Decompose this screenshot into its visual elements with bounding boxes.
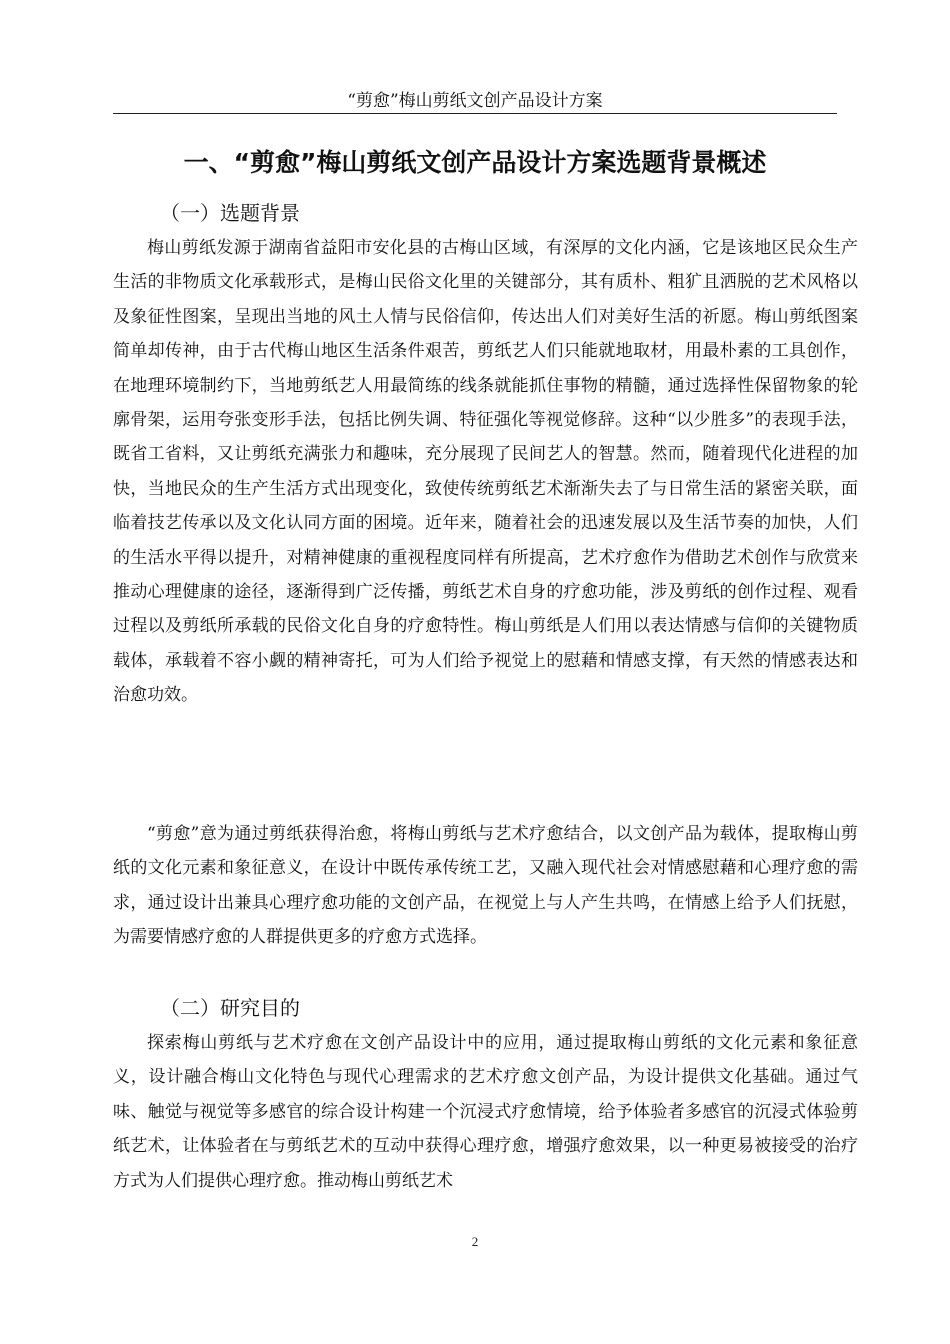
running-header: “剪愈”梅山剪纸文创产品设计方案 (347, 91, 603, 111)
chapter-title: 一、“剪愈”梅山剪纸文创产品设计方案选题背景概述 (183, 148, 767, 177)
header-divider (113, 113, 837, 114)
paragraph-background-1: 梅山剪纸发源于湖南省益阳市安化县的古梅山区域，有深厚的文化内涵，它是该地区民众生产生活的非物质文化承载形式，是梅山民俗文化里的关键部分，其有质朴、粗犷且洒脱的艺术风格以及象征性图案，呈现出当地的风土人情与民俗信仰，传达出人们对美好生活的祈愿。梅山剪纸图案简单却传神，由于古代梅山地区生活条件艰苦，剪纸艺人们只能就地取材，用最朴素的工具创作，在地理环境制约下，当地剪纸艺人用最简练的线条就能抓住事物的精髓，通过选择性保留物象的轮廓骨架，运用夸张变形手法，包括比例失调、特征强化等视觉修辞。这种“以少胜多”的表现手法，既省工省料，又让剪纸充满张力和趣味，充分展现了民间艺人的智慧。然而，随着现代化进程的加快，当地民众的生产生活方式出现变化，致使传统剪纸艺术渐渐失去了与日常生活的紧密关联，面临着技艺传承以及文化认同方面的困境。近年来，随着社会的迅速发展以及生活节奏的加快，人们的生活水平得以提升，对精神健康的重视程度同样有所提高，艺术疗愈作为借助艺术创作与欣赏来推动心理健康的途径，逐渐得到广泛传播，剪纸艺术自身的疗愈功能，涉及剪纸的创作过程、观看过程以及剪纸所承载的民俗文化自身的疗愈特性。梅山剪纸是人们用以表达情感与信仰的关键物质载体，承载着不容小觑的精神寄托，可为人们给予视觉上的慰藉和情感支撑，有天然的情感表达和治愈功效。 (113, 238, 858, 706)
section-heading-background: （一）选题背景 (160, 201, 300, 225)
paragraph-background-2: “剪愈”意为通过剪纸获得治愈，将梅山剪纸与艺术疗愈结合，以文创产品为载体，提取梅山剪纸的文化元素和象征意义，在设计中既传承传统工艺，又融入现代社会对情感慰藉和心理疗愈的需求，通过设计出兼具心理疗愈功能的文创产品，在视觉上与人产生共鸣，在情感上给予人们抚慰，为需要情感疗愈的人群提供更多的疗愈方式选择。 (113, 824, 858, 948)
page-number: 2 (471, 1234, 479, 1249)
paragraph-purpose-1: 探索梅山剪纸与艺术疗愈在文创产品设计中的应用，通过提取梅山剪纸的文化元素和象征意义，设计融合梅山文化特色与现代心理需求的艺术疗愈文创产品，为设计提供文化基础。通过气味、触觉与视觉等多感官的综合设计构建一个沉浸式疗愈情境，给予体验者多感官的沉浸式体验剪纸艺术，让体验者在与剪纸艺术的互动中获得心理疗愈，增强疗愈效果，以一种更易被接受的治疗方式为人们提供心理疗愈。推动梅山剪纸艺术 (113, 1033, 858, 1191)
section-heading-purpose: （二）研究目的 (160, 996, 300, 1020)
